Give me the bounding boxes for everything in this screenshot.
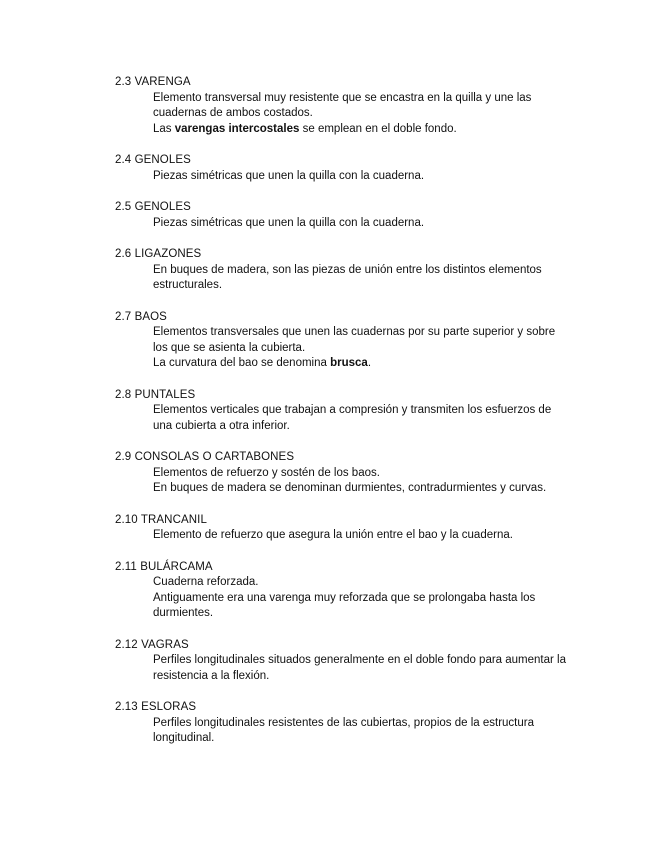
section-body: [153, 575, 585, 622]
body-line: los que se asienta la cubierta.: [153, 341, 306, 354]
section-body: [153, 91, 585, 138]
body-line: Elemento de refuerzo que asegura la unión entre el bao y la cuaderna.: [153, 529, 513, 541]
bold-term: brusca: [330, 357, 368, 369]
body-line: longitudinal.: [153, 732, 215, 744]
body-line: [153, 122, 585, 138]
section-varenga: [115, 75, 585, 137]
body-line: Perfiles longitudinales resistentes de las cubiertas, propios de la estructura: [153, 716, 534, 729]
section-trancanil: [115, 513, 585, 544]
section-body: [153, 716, 585, 747]
section-heading: 2.6 LIGAZONES: [115, 248, 202, 260]
text-run: se emplean en el doble fondo.: [299, 122, 457, 135]
body-line: Elementos transversales que unen las cuadernas por su parte superior y sobre: [153, 326, 556, 338]
body-line: cuadernas de ambos costados.: [153, 107, 313, 119]
body-line: Piezas simétricas que unen la quilla con la cuaderna.: [153, 169, 425, 182]
section-consolas-cartabones: [115, 450, 585, 497]
section-body: [153, 263, 585, 294]
body-line: En buques de madera se denominan durmientes, contradurmientes y curvas.: [153, 482, 547, 494]
body-line: Piezas simétricas que unen la quilla con la cuaderna.: [153, 216, 425, 229]
body-line: resistencia a la flexión.: [153, 669, 270, 682]
section-heading: 2.8 PUNTALES: [115, 388, 196, 401]
section-genoles-repeat: [115, 200, 585, 231]
section-puntales: [115, 388, 585, 435]
section-bularcama: [115, 560, 585, 622]
body-line: Elemento transversal muy resistente que se encastra en la quilla y une las: [153, 91, 532, 104]
body-line: Antiguamente era una varenga muy reforzada que se prolongaba hasta los: [153, 591, 536, 604]
body-line: Elementos verticales que trabajan a compresión y transmiten los esfuerzos de: [153, 404, 552, 416]
body-line: una cubierta a otra inferior.: [153, 419, 290, 432]
body-line: estructurales.: [153, 279, 223, 291]
text-run: Las: [153, 122, 175, 135]
section-body: [153, 528, 585, 544]
section-vagras: [115, 638, 585, 685]
bold-term: varengas intercostales: [174, 122, 300, 135]
section-body: [153, 466, 585, 497]
text-run: La curvatura del bao se denomina: [153, 357, 331, 369]
section-heading: 2.11 BULÁRCAMA: [115, 560, 213, 573]
section-heading: 2.13 ESLORAS: [115, 701, 197, 713]
section-body: [153, 216, 585, 232]
body-line: durmientes.: [153, 607, 214, 619]
body-line: Perfiles longitudinales situados generalmente en el doble fondo para aumentar la: [153, 654, 566, 666]
section-heading: 2.9 CONSOLAS O CARTABONES: [115, 451, 295, 463]
body-line: Cuaderna reforzada.: [153, 576, 259, 588]
section-esloras: [115, 700, 585, 747]
section-body: [153, 325, 585, 372]
section-heading: 2.10 TRANCANIL: [115, 513, 207, 526]
document-content: [115, 75, 585, 763]
section-heading: 2.5 GENOLES: [115, 201, 191, 213]
section-heading: 2.12 VAGRAS: [115, 638, 189, 651]
section-heading: 2.4 GENOLES: [115, 154, 191, 166]
body-line: En buques de madera, son las piezas de unión entre los distintos elementos: [153, 263, 542, 276]
section-baos: [115, 310, 585, 372]
section-heading: 2.7 BAOS: [115, 310, 167, 323]
section-body: [153, 653, 585, 684]
text-run: .: [367, 357, 372, 369]
section-ligazones: [115, 247, 585, 294]
body-line: Elementos de refuerzo y sostén de los baos.: [153, 466, 380, 479]
body-line: [153, 356, 585, 372]
section-body: [153, 169, 585, 185]
section-genoles: [115, 153, 585, 184]
section-heading: 2.3 VARENGA: [115, 76, 191, 88]
section-body: [153, 403, 585, 434]
